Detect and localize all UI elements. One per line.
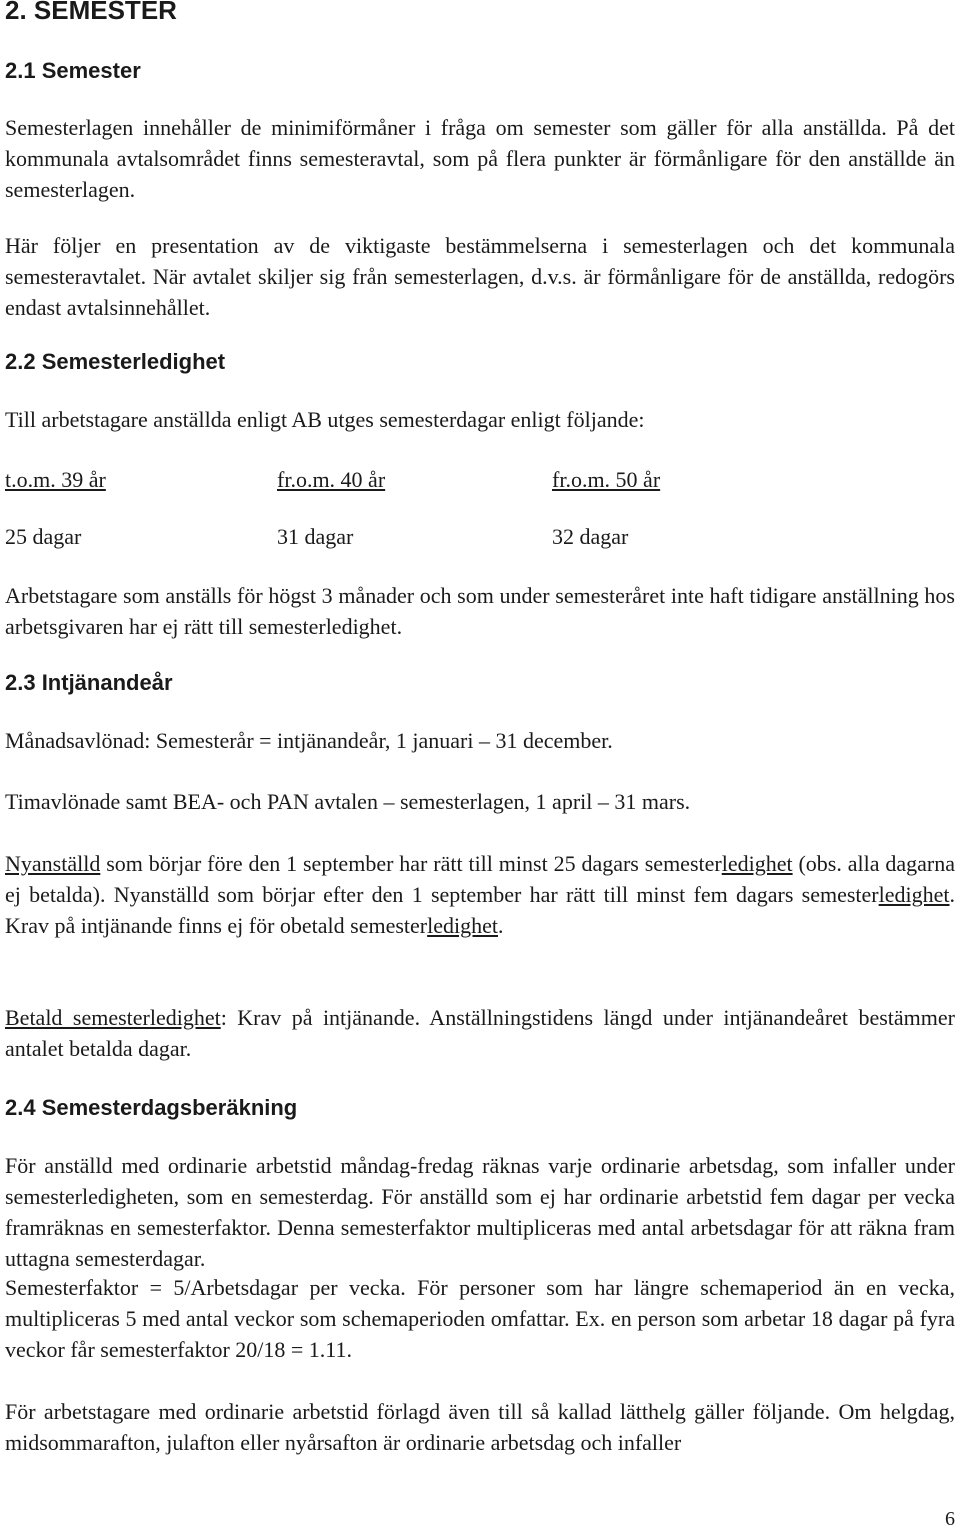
paragraph-2-4-factor: Semesterfaktor = 5/Arbetsdagar per vecka. För personer som har längre schemaperiod än en vecka, multipliceras 5 med antal veckor som schemaperioden omfattar. Ex. en person som arbetar 18 dagar på fyra veckor får semesterfaktor 20/18 = 1.11. — [5, 1275, 955, 1362]
heading-2-3: 2.3 Intjänandeår — [5, 670, 173, 695]
heading-2-4: 2.4 Semesterdagsberäkning — [5, 1095, 298, 1120]
age-group-1: t.o.m. 39 år — [5, 467, 106, 492]
paragraph-2-4-holiday: För arbetstagare med ordinarie arbetstid förlagd även till så kallad lätthelg gäller följande. Om helgdag, midsommarafton, julafton eller nyårsafton är ordinarie arbetsdag och infaller — [5, 1399, 955, 1455]
term-nyanstalld: Nyanställd — [5, 851, 101, 876]
paragraph-2-1-intro: Semesterlagen innehåller de minimiförmåner i fråga om semester som gäller för alla anställda. På det kommunala avtalsområdet finns semesteravtal, som på flera punkter är förmånligare för den anställde än semesterlagen. — [5, 115, 955, 202]
paragraph-monthly: Månadsavlönad: Semesterår = intjänandeår, 1 januari – 31 december. — [5, 728, 613, 753]
paragraph-newly-employed: Nyanställd som börjar före den 1 september har rätt till minst 25 dagars semesterledighet (obs. alla dagarna ej betalda). Nyanställd som börjar efter den 1 september har rätt till minst fem dagars semesterledighet. Krav på intjänande finns ej för obetald semesterledighet. — [5, 851, 955, 938]
paragraph-hourly: Timavlönade samt BEA- och PAN avtalen – semesterlagen, 1 april – 31 mars. — [5, 789, 691, 814]
heading-2-1: 2.1 Semester — [5, 58, 141, 83]
term-betald-semesterledighet: Betald semesterledighet — [5, 1005, 221, 1030]
age-group-2: fr.o.m. 40 år — [277, 467, 386, 492]
vacation-days-1: 25 dagar — [5, 524, 82, 549]
heading-2-2: 2.2 Semesterledighet — [5, 349, 226, 374]
page-number: 6 — [945, 1508, 955, 1530]
paragraph-2-1-presentation: Här följer en presentation av de viktigaste bestämmelserna i semesterlagen och det kommunala semesteravtalet. När avtalet skiljer sig från semesterlagen, d.v.s. är förmånligare för de anställda, redogörs endast avtalsinnehållet. — [5, 233, 955, 320]
paragraph-2-2-intro: Till arbetstagare anställda enligt AB utges semesterdagar enligt följande: — [5, 407, 645, 432]
paragraph-paid-leave: Betald semesterledighet: Krav på intjänande. Anställningstidens längd under intjänandeåret bestämmer antalet betalda dagar. — [5, 1005, 955, 1061]
age-group-3: fr.o.m. 50 år — [552, 467, 661, 492]
vacation-days-3: 32 dagar — [552, 524, 629, 549]
paragraph-2-4-calc: För anställd med ordinarie arbetstid måndag-fredag räknas varje ordinarie arbetsdag, som infaller under semesterledigheten, som en semesterdag. För anställd som ej har ordinarie arbetstid fem dagar per vecka framräknas en semesterfaktor. Denna semesterfaktor multipliceras med antal arbetsdagar för att räkna fram uttagna semesterdagar. — [5, 1153, 955, 1271]
paragraph-2-2-note: Arbetstagare som anställs för högst 3 månader och som under semesteråret inte haft tidigare anställning hos arbetsgivaren har ej rätt till semesterledighet. — [5, 583, 955, 639]
vacation-days-2: 31 dagar — [277, 524, 354, 549]
section-title: 2. SEMESTER — [5, 0, 177, 25]
